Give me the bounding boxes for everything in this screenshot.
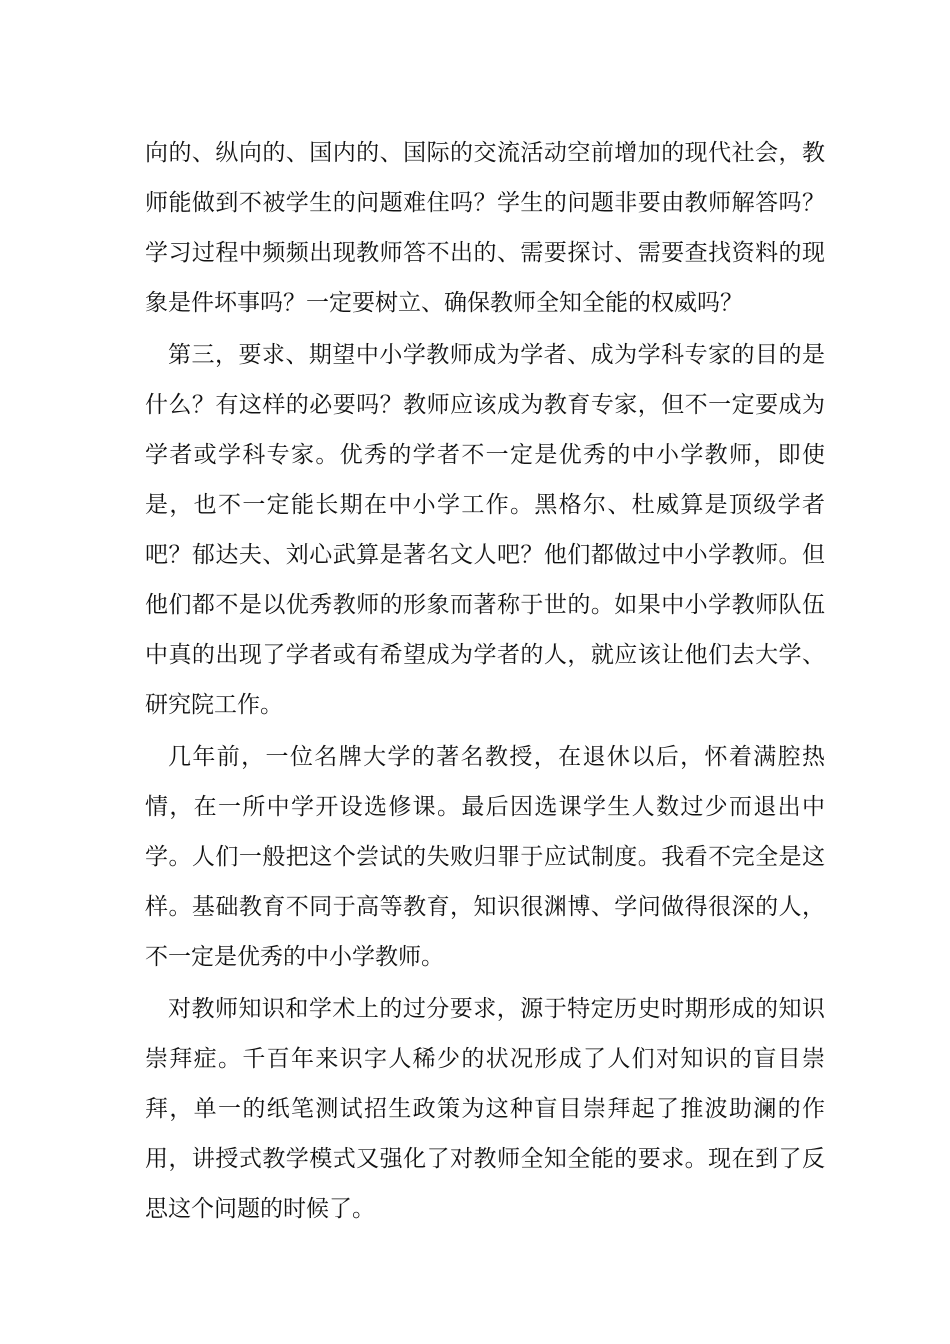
paragraph-professor-example: 几年前，一位名牌大学的著名教授，在退休以后，怀着满腔热情，在一所中学开设选修课。最后因选课学生人数过少而退出中学。人们一般把这个尝试的失败归罪于应试制度。我看不完全是这样。基础教育不同于高等教育，知识很渊博、学问做得很深的人，不一定是优秀的中小学教师。 bbox=[145, 744, 825, 970]
paragraph-third-point: 第三，要求、期望中小学教师成为学者、成为学科专家的目的是什么？有这样的必要吗？教师应该成为教育专家，但不一定要成为学者或学科专家。优秀的学者不一定是优秀的中小学教师，即使是，也不一定能长期在中小学工作。黑格尔、杜威算是顶级学者吧？郁达夫、刘心武算是著名文人吧？他们都做过中小学教师。但他们都不是以优秀教师的形象而著称于世的。如果中小学教师队伍中真的出现了学者或有希望成为学者的人，就应该让他们去大学、研究院工作。 bbox=[145, 342, 825, 718]
paragraph-continuation: 向的、纵向的、国内的、国际的交流活动空前增加的现代社会，教师能做到不被学生的问题难住吗？学生的问题非要由教师解答吗？学习过程中频频出现教师答不出的、需要探讨、需要查找资料的现象是件坏事吗？一定要树立、确保教师全知全能的权威吗？ bbox=[145, 140, 825, 316]
document-body bbox=[145, 128, 825, 1234]
paragraph-knowledge-worship: 对教师知识和学术上的过分要求，源于特定历史时期形成的知识崇拜症。千百年来识字人稀少的状况形成了人们对知识的盲目崇拜，单一的纸笔测试招生政策为这种盲目崇拜起了推波助澜的作用，讲授式教学模式又强化了对教师全知全能的要求。现在到了反思这个问题的时候了。 bbox=[145, 996, 825, 1222]
